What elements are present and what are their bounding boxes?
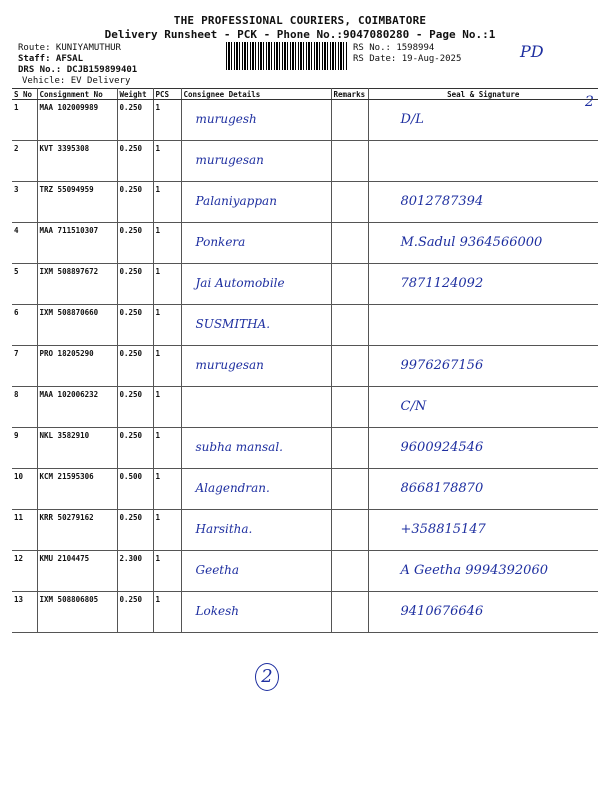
rs-number: RS No.: 1598994 xyxy=(353,43,435,53)
row-seal-text xyxy=(371,308,597,317)
row-consignment-no xyxy=(37,592,117,633)
row-sno xyxy=(12,428,37,469)
runsheet-title: THE PROFESSIONAL COURIERS, COIMBATORE xyxy=(173,14,427,27)
row-weight xyxy=(117,592,153,633)
row-consignment-no-text: KCM 21595306 xyxy=(39,472,94,481)
row-consignment-no-text: MAA 711510307 xyxy=(39,226,99,235)
row-consignee-text: murugesan xyxy=(195,153,264,167)
row-sno-text: 5 xyxy=(14,267,19,276)
row-pcs-text: 1 xyxy=(155,513,161,522)
row-sno-text: 2 xyxy=(14,144,19,153)
row-sno-text: 9 xyxy=(14,431,19,440)
row-seal-text: A Geetha 9994392060 xyxy=(400,563,548,578)
row-pcs-text: 1 xyxy=(155,390,161,399)
barcode xyxy=(226,42,348,70)
row-consignee xyxy=(181,592,331,633)
row-pcs-text: 1 xyxy=(155,103,161,112)
row-pcs-text: 1 xyxy=(155,144,161,153)
row-pcs xyxy=(153,592,181,633)
page-mark: 2 xyxy=(255,663,279,691)
row-remarks xyxy=(331,346,368,387)
row-weight xyxy=(117,428,153,469)
row-consignee xyxy=(181,182,331,223)
table-row xyxy=(12,182,598,223)
row-consignment-no-text: IXM 508897672 xyxy=(39,267,99,276)
row-consignee xyxy=(181,510,331,551)
row-seal-text: 8668178870 xyxy=(400,481,484,496)
row-consignee-text: Ponkera xyxy=(195,235,246,249)
row-consignment-no xyxy=(37,551,117,592)
row-seal-text: +358815147 xyxy=(400,522,486,537)
row-consignee-text: Geetha xyxy=(195,563,239,577)
row-remarks xyxy=(331,182,368,223)
row-pcs xyxy=(153,387,181,428)
row-seal-text: 9976267156 xyxy=(400,358,484,373)
col-consignee: Consignee Details xyxy=(181,89,331,100)
runsheet-subtitle: Delivery Runsheet - PCK - Phone No.:9047080280 - Page No.:1 xyxy=(104,28,496,41)
row-consignment-no-text: PRO 18205290 xyxy=(39,349,94,358)
row-sno xyxy=(12,141,37,182)
row-weight xyxy=(117,182,153,223)
row-sno-text: 12 xyxy=(14,554,24,563)
table-row xyxy=(12,551,598,592)
row-remarks xyxy=(331,428,368,469)
table-header-row xyxy=(12,89,598,100)
table-row xyxy=(12,264,598,305)
row-weight-text: 0.250 xyxy=(119,390,143,399)
row-weight-text: 0.250 xyxy=(119,431,143,440)
row-pcs-text: 1 xyxy=(155,554,161,563)
col-remarks: Remarks xyxy=(331,89,368,100)
row-pcs xyxy=(153,551,181,592)
row-consignment-no-text: NKL 3582910 xyxy=(39,431,90,440)
row-seal xyxy=(368,100,598,141)
row-weight-text: 0.250 xyxy=(119,308,143,317)
row-sno xyxy=(12,469,37,510)
row-remarks xyxy=(331,264,368,305)
row-pcs xyxy=(153,305,181,346)
row-weight-text: 0.250 xyxy=(119,144,143,153)
row-sno-text: 7 xyxy=(14,349,19,358)
row-seal xyxy=(368,428,598,469)
row-consignment-no-text: IXM 508806805 xyxy=(39,595,99,604)
row-pcs xyxy=(153,223,181,264)
table-row xyxy=(12,510,598,551)
row-seal-text xyxy=(371,144,597,153)
row-consignee xyxy=(181,387,331,428)
col-seal: Seal & Signature xyxy=(368,89,598,100)
row-weight-text: 2.300 xyxy=(119,554,143,563)
table-row xyxy=(12,428,598,469)
row-consignee-text: Jai Automobile xyxy=(195,276,285,290)
row-seal xyxy=(368,264,598,305)
row-pcs-text: 1 xyxy=(155,595,161,604)
row-seal xyxy=(368,141,598,182)
row-sno-text: 10 xyxy=(14,472,24,481)
drs-label: DRS No.: DCJB159899401 xyxy=(18,65,138,75)
row-pcs xyxy=(153,510,181,551)
row-pcs xyxy=(153,346,181,387)
row-consignment-no xyxy=(37,469,117,510)
row-consignee xyxy=(181,469,331,510)
row-consignee-text: Alagendran. xyxy=(195,481,270,495)
row-remarks xyxy=(331,592,368,633)
row-weight-text: 0.250 xyxy=(119,103,143,112)
row-remarks xyxy=(331,469,368,510)
row-remarks xyxy=(331,223,368,264)
row-consignment-no-text: KMU 2104475 xyxy=(39,554,90,563)
row-consignment-no-text: KVT 3395308 xyxy=(39,144,90,153)
row-consignment-no-text: TRZ 55094959 xyxy=(39,185,94,194)
rs-date: RS Date: 19-Aug-2025 xyxy=(353,54,462,64)
row-weight-text: 0.250 xyxy=(119,226,143,235)
row-pcs-text: 1 xyxy=(155,472,161,481)
row-pcs-text: 1 xyxy=(155,349,161,358)
row-remarks xyxy=(331,551,368,592)
row-remarks xyxy=(331,305,368,346)
row-weight xyxy=(117,387,153,428)
row-consignee xyxy=(181,551,331,592)
row-pcs xyxy=(153,141,181,182)
row-sno-text: 1 xyxy=(14,103,19,112)
row-seal-text: M.Sadul 9364566000 xyxy=(400,235,543,250)
row-consignment-no xyxy=(37,223,117,264)
row-consignee-text: Lokesh xyxy=(195,604,239,618)
row-seal xyxy=(368,510,598,551)
row-sno-text: 13 xyxy=(14,595,24,604)
row-weight xyxy=(117,510,153,551)
row-weight xyxy=(117,305,153,346)
row-remarks xyxy=(331,510,368,551)
row-weight xyxy=(117,141,153,182)
row-sno xyxy=(12,182,37,223)
table-row xyxy=(12,223,598,264)
row-sno xyxy=(12,387,37,428)
row-consignment-no xyxy=(37,141,117,182)
row-seal xyxy=(368,469,598,510)
col-consignment: Consignment No xyxy=(37,89,117,100)
table-row xyxy=(12,346,598,387)
row-consignment-no xyxy=(37,428,117,469)
col-sno: S No xyxy=(12,89,37,100)
row-consignment-no xyxy=(37,387,117,428)
initials-annotation: PD xyxy=(520,42,544,61)
row-sno-text: 6 xyxy=(14,308,19,317)
row-consignee-text: Harsitha. xyxy=(195,522,253,536)
row-pcs xyxy=(153,428,181,469)
table-row xyxy=(12,305,598,346)
row-sno xyxy=(12,346,37,387)
row-seal-text: 7871124092 xyxy=(400,276,484,291)
row-consignment-no xyxy=(37,182,117,223)
row-consignee-text xyxy=(184,390,329,399)
row-remarks xyxy=(331,387,368,428)
row-consignment-no xyxy=(37,346,117,387)
table-row xyxy=(12,141,598,182)
row-consignment-no xyxy=(37,100,117,141)
row-consignee xyxy=(181,100,331,141)
row-pcs-text: 1 xyxy=(155,185,161,194)
route-label: Route: KUNIYAMUTHUR xyxy=(18,43,121,53)
row-consignee xyxy=(181,346,331,387)
runsheet-table xyxy=(12,88,598,633)
row-consignment-no-text: KRR 50279162 xyxy=(39,513,94,522)
row-pcs-text: 1 xyxy=(155,308,161,317)
row-seal-text: 8012787394 xyxy=(400,194,484,209)
row-weight xyxy=(117,100,153,141)
row-sno xyxy=(12,223,37,264)
col-weight: Weight xyxy=(117,89,153,100)
table-row xyxy=(12,387,598,428)
row-consignee-text: SUSMITHA. xyxy=(195,317,271,331)
row-pcs xyxy=(153,100,181,141)
table-row xyxy=(12,100,598,141)
row-weight xyxy=(117,223,153,264)
row-seal xyxy=(368,551,598,592)
row-sno xyxy=(12,551,37,592)
row-consignment-no-text: MAA 102009989 xyxy=(39,103,99,112)
row-sno xyxy=(12,305,37,346)
row-seal xyxy=(368,346,598,387)
row-sno-text: 11 xyxy=(14,513,24,522)
row-sno xyxy=(12,100,37,141)
row-seal xyxy=(368,182,598,223)
row-consignee xyxy=(181,264,331,305)
staff-label: Staff: AFSAL xyxy=(18,54,84,64)
row-consignee-text: murugesh xyxy=(195,112,257,126)
row-seal-text: 9410676646 xyxy=(400,604,484,619)
row-consignment-no xyxy=(37,264,117,305)
row-remarks xyxy=(331,100,368,141)
row-sno xyxy=(12,264,37,305)
row-sno-text: 4 xyxy=(14,226,19,235)
row-pcs xyxy=(153,264,181,305)
col-pcs: PCS xyxy=(153,89,181,100)
row-pcs-text: 1 xyxy=(155,267,161,276)
row-weight-text: 0.250 xyxy=(119,595,143,604)
row-consignment-no xyxy=(37,305,117,346)
row-seal-text: 9600924546 xyxy=(400,440,484,455)
row-consignee-text: subha mansal. xyxy=(195,440,283,454)
row-consignee xyxy=(181,428,331,469)
row-sno xyxy=(12,592,37,633)
row-weight xyxy=(117,469,153,510)
vehicle-label: Vehicle: EV Delivery xyxy=(22,76,131,86)
row-consignee-text: Palaniyappan xyxy=(195,194,277,208)
row-seal xyxy=(368,223,598,264)
row-consignment-no-text: IXM 508870660 xyxy=(39,308,99,317)
row-consignment-no xyxy=(37,510,117,551)
row-weight-text: 0.250 xyxy=(119,349,143,358)
margin-number: 2 xyxy=(585,94,594,110)
row-seal-text: D/L xyxy=(400,112,424,127)
row-pcs-text: 1 xyxy=(155,226,161,235)
row-sno-text: 3 xyxy=(14,185,19,194)
row-weight xyxy=(117,551,153,592)
row-remarks xyxy=(331,141,368,182)
row-weight-text: 0.250 xyxy=(119,267,143,276)
row-weight-text: 0.250 xyxy=(119,513,143,522)
row-seal xyxy=(368,592,598,633)
row-consignment-no-text: MAA 102006232 xyxy=(39,390,99,399)
row-pcs xyxy=(153,182,181,223)
row-consignee xyxy=(181,305,331,346)
row-seal-text: C/N xyxy=(400,399,427,414)
row-seal xyxy=(368,305,598,346)
row-seal xyxy=(368,387,598,428)
row-pcs xyxy=(153,469,181,510)
row-weight xyxy=(117,264,153,305)
row-consignee xyxy=(181,141,331,182)
row-weight xyxy=(117,346,153,387)
row-pcs-text: 1 xyxy=(155,431,161,440)
row-weight-text: 0.250 xyxy=(119,185,143,194)
table-row xyxy=(12,592,598,633)
table-row xyxy=(12,469,598,510)
row-consignee xyxy=(181,223,331,264)
row-consignee-text: murugesan xyxy=(195,358,264,372)
row-sno-text: 8 xyxy=(14,390,19,399)
row-sno xyxy=(12,510,37,551)
row-weight-text: 0.500 xyxy=(119,472,143,481)
